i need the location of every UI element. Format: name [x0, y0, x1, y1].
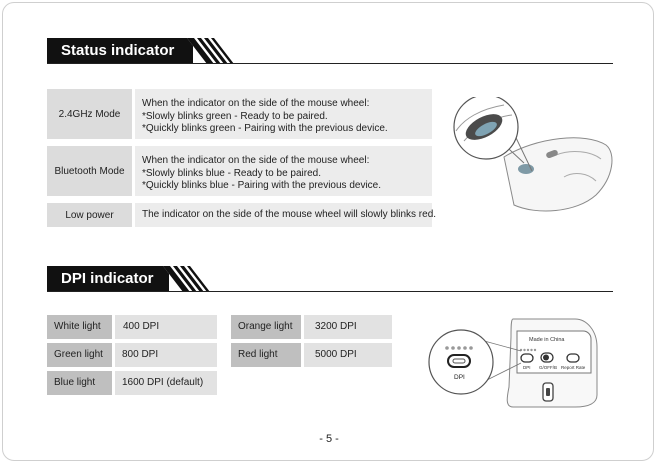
dpi-light-name: Green light	[47, 343, 112, 367]
dpi-light-name: White light	[47, 315, 112, 339]
dpi-value: 400 DPI	[115, 315, 217, 339]
status-section-rule	[47, 63, 613, 64]
description-line: When the indicator on the side of the mouse wheel:	[142, 98, 370, 109]
mode-description	[135, 203, 437, 227]
dpi-value: 1600 DPI (default)	[115, 371, 217, 395]
description-line: The indicator on the side of the mouse wheel will slowly blinks red.	[142, 209, 437, 220]
dpi-light-name: Orange light	[231, 315, 301, 339]
dpi-value: 3200 DPI	[304, 315, 392, 339]
dpi-value: 5000 DPI	[304, 343, 392, 367]
description-line: *Slowly blinks green - Ready to be paired.	[142, 110, 328, 122]
mini-dpi-button	[521, 354, 533, 362]
description-line: *Quickly blinks blue - Pairing with the previous device.	[142, 180, 381, 191]
dpi-section-rule	[47, 291, 613, 292]
status-row-24ghz	[47, 89, 432, 139]
made-in-label: Made in China	[529, 337, 565, 343]
zoom-dpi-label: DPI	[454, 374, 465, 381]
header-stripes-decoration	[187, 38, 257, 64]
mode-label: Low power	[47, 203, 132, 227]
page-number: - 5 -	[319, 433, 339, 445]
dpi-light-name: Blue light	[47, 371, 112, 395]
description-line: When the indicator on the side of the mouse wheel:	[142, 155, 370, 166]
mode-description	[135, 89, 432, 139]
mouse-bottom-illustration	[425, 317, 615, 409]
mouse-side-illustration	[446, 97, 614, 217]
description-line: *Slowly blinks blue - Ready to be paired.	[142, 167, 321, 179]
status-row-low-power	[47, 203, 437, 227]
mode-description	[135, 146, 432, 196]
status-section-header	[47, 38, 613, 64]
report-rate-label: Report Rate	[561, 365, 586, 370]
dpi-section-title: DPI indicator	[47, 266, 169, 292]
mode-switch-label: G/OFF/B	[539, 365, 557, 370]
header-stripes-decoration	[163, 266, 233, 292]
dpi-section-header	[47, 266, 613, 292]
mini-dpi-label: DPI	[523, 365, 531, 370]
status-row-bluetooth	[47, 146, 432, 196]
mode-label: Bluetooth Mode	[47, 146, 132, 196]
dpi-value: 800 DPI	[115, 343, 217, 367]
mode-label: 2.4GHz Mode	[47, 89, 132, 139]
report-rate-button	[567, 354, 579, 362]
dpi-light-name: Red light	[231, 343, 301, 367]
status-section-title: Status indicator	[47, 38, 193, 64]
description-line: *Quickly blinks green - Pairing with the previous device.	[142, 123, 388, 134]
